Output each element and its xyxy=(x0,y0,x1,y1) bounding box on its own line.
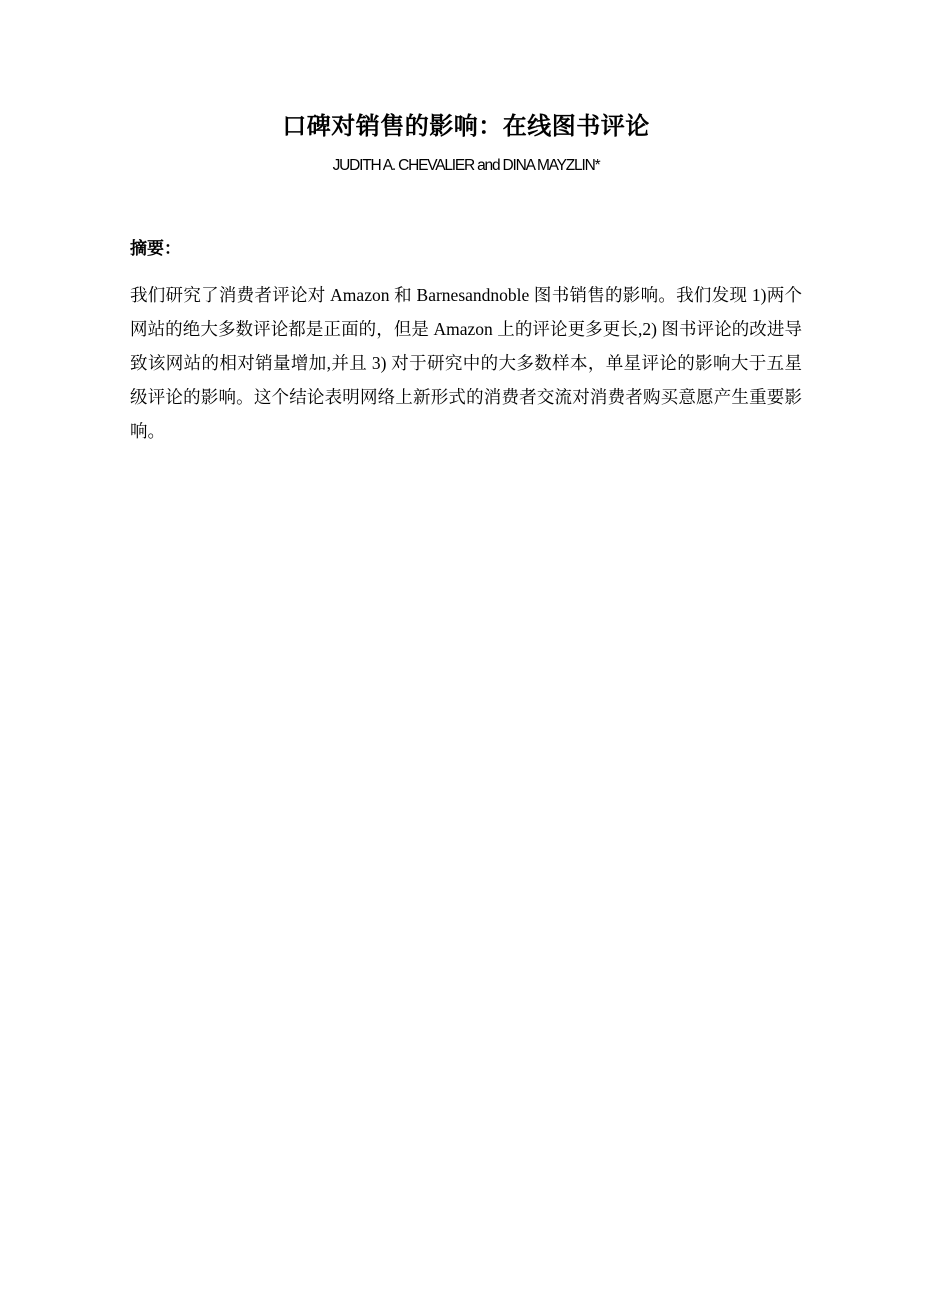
document-content xyxy=(130,0,802,448)
author-line: JUDITH A. CHEVALIER and DINA MAYZLIN* xyxy=(332,157,600,174)
abstract-paragraph: 我们研究了消费者评论对 Amazon 和 Barnesandnoble 图书销售的影响。我们发现 1)两个网站的绝大多数评论都是正面的，但是 Amazon 上的评论更多更长,2) 图书评论的改进导致该网站的相对销量增加,并且 3) 对于研究中的大多数样本，单星评论的影响大于五星级评论的影响。这个结论表明网络上新形式的消费者交流对消费者购买意愿产生重要影响。 xyxy=(130,285,802,441)
abstract-body xyxy=(130,278,802,448)
abstract-heading: 摘要： xyxy=(130,239,181,258)
page-title: 口碑对销售的影响：在线图书评论 xyxy=(282,113,650,140)
